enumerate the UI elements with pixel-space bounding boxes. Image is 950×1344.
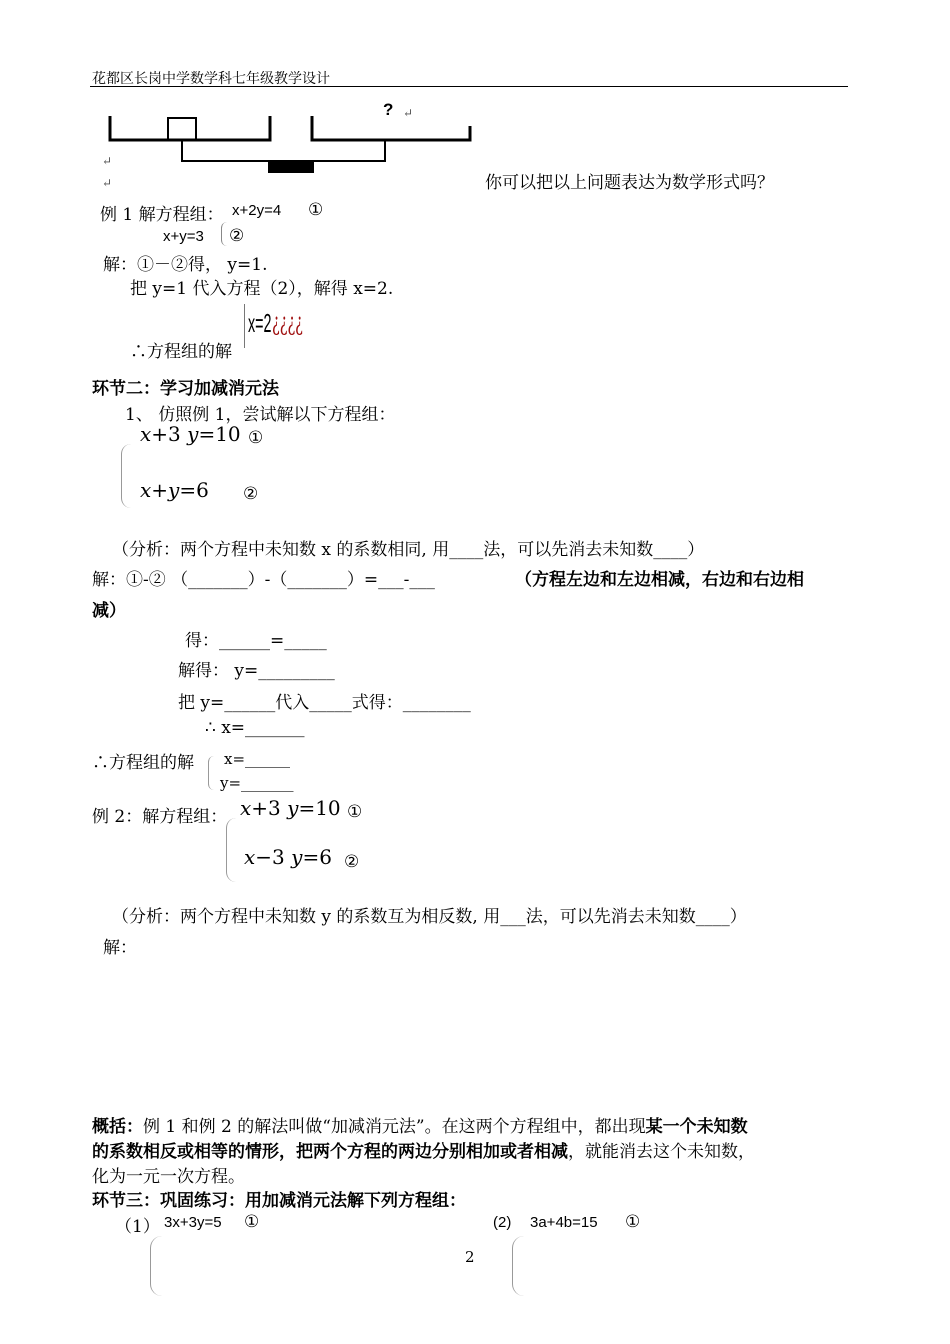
- example2-label: 例 2：解方程组：: [92, 807, 228, 827]
- para-mark: ↵: [403, 106, 414, 120]
- example2-solution: 解：: [103, 938, 137, 958]
- problem2-label: (2): [493, 1214, 512, 1231]
- problem1-label: （1）: [115, 1217, 160, 1237]
- small-box: [168, 118, 196, 140]
- example1-brace: [221, 222, 228, 246]
- example1-solution-value: x=2: [248, 308, 272, 338]
- section3-title: 环节三：巩固练习：用加减消元法解下列方程组：: [92, 1191, 466, 1210]
- example2-eq2: x−3 y=6: [244, 845, 332, 869]
- example2-brace: [226, 818, 237, 882]
- example1-label: 例 1 解方程组：: [100, 205, 224, 225]
- example2-analysis: （分析：两个方程中未知数 y 的系数互为相反数, 用___法，可以先消去未知数____）: [112, 907, 747, 927]
- left-bracket: [110, 116, 270, 140]
- example2-eq1: x+3 y=10: [240, 796, 341, 820]
- section2-solution-note-cont: 减）: [92, 601, 126, 621]
- example2-eq1-num: ①: [347, 802, 363, 822]
- section2-solution-note: （方程左边和左边相减，右边和右边相: [515, 570, 804, 590]
- section2-title: 环节二：学习加减消元法: [92, 379, 279, 398]
- problem2-brace: [512, 1236, 525, 1296]
- example1-eq1-num: ①: [308, 200, 324, 220]
- section2-brace: [121, 444, 132, 508]
- section2-step-ba: 把 y=______代入_____式得：________: [178, 693, 471, 713]
- section2-solution-y: y=_______: [220, 774, 294, 792]
- diagram-question-mark: ?: [383, 100, 394, 119]
- section2-eq2: x+y=6: [140, 478, 209, 502]
- problem1-equation: 3x+3y=5: [164, 1214, 222, 1231]
- example2-eq2-num: ②: [344, 852, 360, 872]
- example1-solution-line2: 把 y=1 代入方程（2），解得 x=2.: [130, 279, 394, 299]
- example1-solution-line3: ∴方程组的解: [130, 342, 232, 362]
- header-rule: [90, 86, 848, 87]
- example1-solution-garble: ¿¿¿¿: [272, 308, 303, 336]
- section2-eq1: x+3 y=10: [140, 422, 241, 446]
- example1-eq2-num: ②: [229, 226, 245, 246]
- problem2-num: ①: [625, 1212, 641, 1232]
- black-bar: [268, 161, 314, 173]
- section2-eq1-num: ①: [248, 428, 264, 448]
- problem1-brace: [150, 1236, 163, 1296]
- summary-line1: 概括：例 1 和例 2 的解法叫做“加减消元法”。在这两个方程组中，都出现某一个未知数: [92, 1117, 748, 1137]
- section2-task: 1、 仿照例 1，尝试解以下方程组：: [125, 405, 396, 425]
- example1-solution-brace: [244, 304, 245, 348]
- para-mark: ↵: [102, 176, 113, 190]
- section2-solution-brace: [208, 756, 215, 790]
- example1-eq1: x+2y=4: [232, 202, 282, 219]
- section2-solution-x: x=______: [224, 750, 291, 768]
- problem2-equation: 3a+4b=15: [530, 1214, 598, 1231]
- page-header: 花都区长岗中学数学科七年级教学设计: [92, 71, 330, 87]
- example1-solution-line1: 解：①－②得， y=1.: [103, 255, 268, 275]
- section2-eq2-num: ②: [243, 484, 259, 504]
- section2-step-jiede: 解得： y=_________: [178, 661, 335, 681]
- page-number: 2: [465, 1248, 475, 1266]
- summary-line3: 化为一元一次方程。: [92, 1167, 245, 1187]
- bracket-diagram: [100, 98, 480, 178]
- section2-step-de: 得：______=_____: [185, 631, 327, 651]
- section2-step-x: ∴ x=_______: [205, 718, 305, 738]
- section2-solution-start: 解：①-② （_______）-（_______）=___-___: [92, 570, 435, 590]
- summary-line2: 的系数相反或相等的情形，把两个方程的两边分别相加或者相减，就能消去这个未知数，: [92, 1142, 755, 1162]
- bottom-bracket: [182, 140, 385, 161]
- example1-eq2: x+y=3: [163, 228, 204, 245]
- intro-question: 你可以把以上问题表达为数学形式吗？: [485, 173, 774, 193]
- problem1-num: ①: [244, 1212, 260, 1232]
- para-mark: ↵: [102, 154, 113, 168]
- section2-analysis: （分析：两个方程中未知数 x 的系数相同, 用____法，可以先消去未知数____）: [112, 540, 705, 560]
- section2-solution-label: ∴方程组的解: [92, 753, 194, 773]
